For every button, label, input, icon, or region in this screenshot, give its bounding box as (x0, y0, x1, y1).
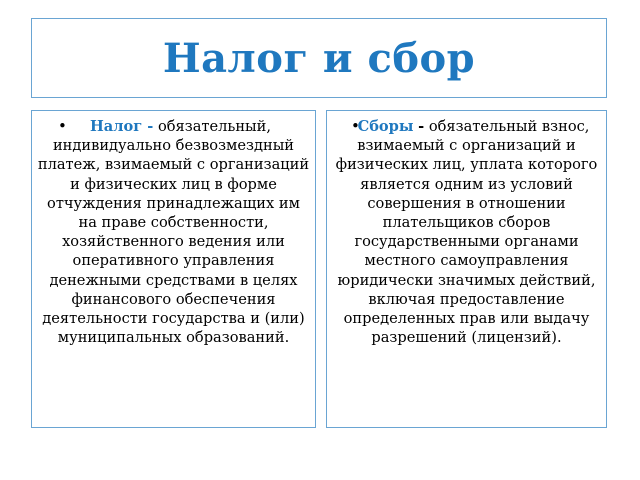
tax-definition-text (36, 117, 311, 347)
fee-term: Сборы (357, 118, 414, 135)
fee-definition: обязательный взнос, взимаемый с организаций и физических лиц, уплата которого является одним из условий совершения в отношении плательщиков сборов государственными органами местного самоуправления юридически значимых действий, включая предоставление определенных прав или выдачу разрешений (лицензий). (335, 118, 598, 347)
fee-dash: - (418, 118, 425, 135)
tax-definition-panel (31, 110, 316, 428)
bullet-icon: • (351, 117, 360, 135)
tax-definition: обязательный, индивидуально безвозмездный платеж, взимаемый с организаций и физических лиц в форме отчуждения принадлежащих им на праве собственности, хозяйственного ведения или оперативного управления денежными средствами в целях финансового обеспечения деятельности государства и (или) муниципальных образований. (37, 118, 310, 347)
fee-definition-panel (326, 110, 607, 428)
bullet-icon: • (58, 117, 67, 135)
slide-title: Налог и сбор (162, 34, 476, 82)
fee-definition-text (331, 117, 602, 347)
tax-term: Налог - (89, 118, 154, 135)
title-box (31, 18, 607, 98)
